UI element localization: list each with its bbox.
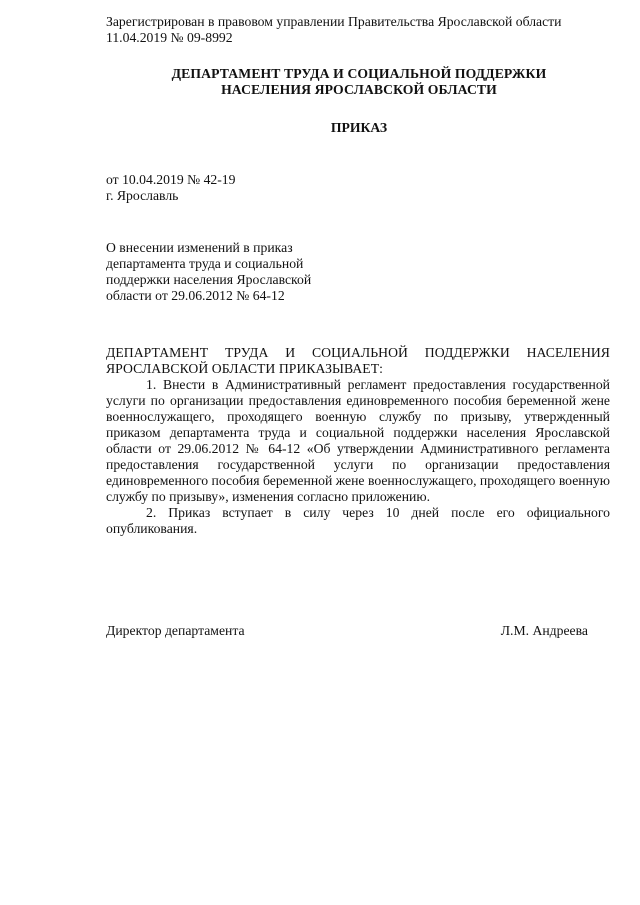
signatory-position: Директор департамента bbox=[106, 623, 245, 638]
document-type: ПРИКАЗ bbox=[330, 120, 388, 135]
order-details bbox=[106, 172, 236, 204]
order-body bbox=[106, 345, 610, 537]
subject-line: области от 29.06.2012 № 64-12 bbox=[106, 288, 285, 303]
registration-stamp bbox=[106, 14, 616, 46]
order-preamble: ДЕПАРТАМЕНТ ТРУДА И СОЦИАЛЬНОЙ ПОДДЕРЖКИ НАСЕЛЕНИЯ ЯРОСЛАВСКОЙ ОБЛАСТИ ПРИКАЗЫВАЕТ: bbox=[106, 345, 610, 376]
subject-line: О внесении изменений в приказ bbox=[106, 240, 293, 255]
department-title-line: НАСЕЛЕНИЯ ЯРОСЛАВСКОЙ ОБЛАСТИ bbox=[221, 82, 497, 97]
registration-line: Зарегистрирован в правовом управлении Правительства Ярославской области bbox=[106, 14, 562, 29]
order-item-2: 2. Приказ вступает в силу через 10 дней после его официального опубликования. bbox=[106, 505, 610, 536]
department-title bbox=[100, 66, 618, 98]
order-subject bbox=[106, 240, 356, 304]
order-item-1: 1. Внести в Административный регламент предоставления государственной услуги по организации предоставления единовременного пособия беременной жене военнослужащего, проходящего военную службу по призыву, утвержденный приказом департамента труда и социальной поддержки населения Ярославской области от 29.06.2012 № 64-12 «Об утверждении Административного регламента предоставления государственной услуги по организации предоставления единовременного пособия беременной жене военнослужащего, проходящего военную службу по призыву», изменения согласно приложению. bbox=[106, 377, 610, 504]
registration-number: 11.04.2019 № 09-8992 bbox=[106, 30, 233, 45]
subject-line: департамента труда и социальной bbox=[106, 256, 304, 271]
signatory-name: Л.М. Андреева bbox=[500, 623, 588, 638]
order-date-number: от 10.04.2019 № 42-19 bbox=[106, 172, 236, 187]
signature-block bbox=[106, 623, 588, 639]
department-title-line: ДЕПАРТАМЕНТ ТРУДА И СОЦИАЛЬНОЙ ПОДДЕРЖКИ bbox=[171, 66, 547, 81]
order-city: г. Ярославль bbox=[106, 188, 179, 203]
subject-line: поддержки населения Ярославской bbox=[106, 272, 312, 287]
